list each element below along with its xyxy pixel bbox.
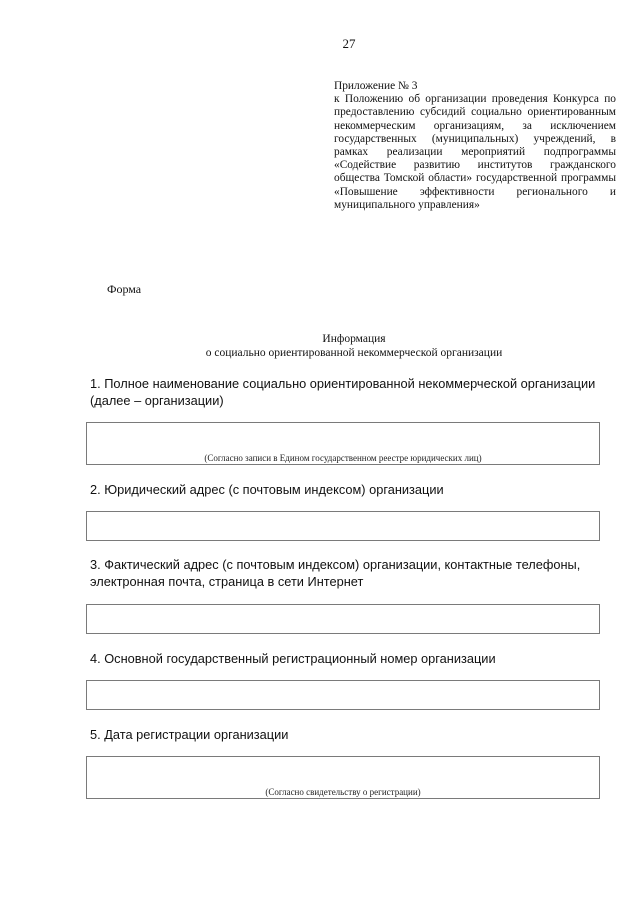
form-heading <box>0 332 640 360</box>
heading-subtitle: о социально ориентированной некоммерческой организации <box>205 347 503 359</box>
form-label: Форма <box>107 282 142 296</box>
actual-address-contacts-field[interactable] <box>86 604 600 634</box>
question-3-label: 3. Фактический адрес (с почтовым индексом) организации, контактные телефоны, электронная почта, страница в сети Интернет <box>90 557 581 589</box>
question-2-label: 2. Юридический адрес (с почтовым индексом) организации <box>90 482 444 497</box>
heading-title: Информация <box>322 333 386 345</box>
legal-address-field[interactable] <box>86 511 600 541</box>
registration-date-field[interactable] <box>86 756 600 799</box>
field-note: (Согласно записи в Едином государственном реестре юридических лиц) <box>204 453 482 463</box>
appendix-title: Приложение № 3 <box>334 80 418 92</box>
question-1-label: 1. Полное наименование социально ориентированной некоммерческой организации (далее – организации) <box>90 376 596 408</box>
appendix-block <box>334 80 616 212</box>
page-number: 27 <box>342 36 356 51</box>
ogrn-field[interactable] <box>86 680 600 710</box>
question-4-label: 4. Основной государственный регистрационный номер организации <box>90 651 496 666</box>
organization-name-field[interactable] <box>86 422 600 465</box>
appendix-body: к Положению об организации проведения Конкурса по предоставлению субсидий социально ориентированным некоммерческим организациям, за исключением государственных (муниципальных) учреждений, в рамках реализации мероприятий подпрограммы «Содействие развитию институтов гражданского общества Томской области» государственной программы «Повышение эффективности регионального и муниципального управления» <box>334 93 616 211</box>
field-note: (Согласно свидетельству о регистрации) <box>265 787 421 797</box>
question-5-label: 5. Дата регистрации организации <box>90 727 289 742</box>
